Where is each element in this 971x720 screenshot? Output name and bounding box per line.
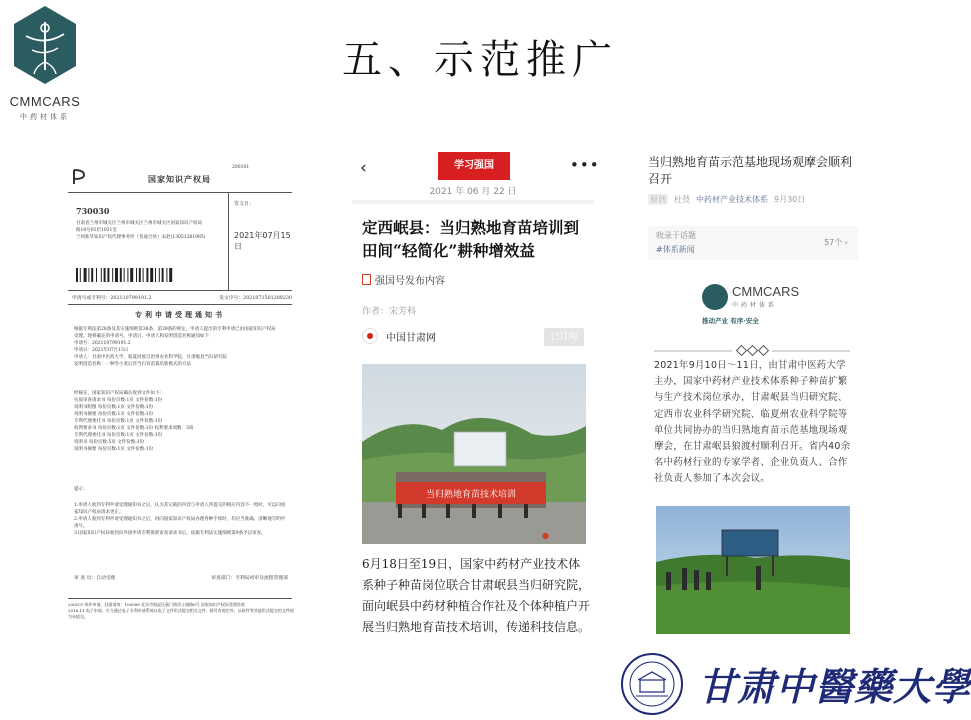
cmmcars-banner-logo: CMMCARS 中药材体系 推动产业 有序·安全 <box>702 284 800 325</box>
recipient-code: 730030 <box>76 206 110 216</box>
post-author: 杜弢 <box>674 195 690 204</box>
account-link[interactable]: 中药材产业技术体系 <box>696 195 768 204</box>
review-row <box>74 574 288 581</box>
university-seal-icon <box>620 652 684 716</box>
divider <box>68 598 292 599</box>
cmmcars-emblem-icon <box>702 284 728 310</box>
training-group-photo <box>362 364 586 544</box>
article-date: 2021 年 06 月 22 日 <box>429 187 517 197</box>
topic-label: 收录于话题 <box>656 231 696 240</box>
ip-office-name: 国家知识产权局 <box>148 174 211 184</box>
more-options-icon[interactable]: ••• <box>570 156 600 174</box>
divider <box>68 192 292 193</box>
notes-list: 1.申请人收到专利申请受理通知书之后，认为其记载的内容与申请人所提交的相应内容不一致时，可以向国家知识产权局请求更正。 2.申请人收到专利申请受理通知书之后，再向国家知识产权局办理各种手续时，均应当准确、清晰地写明申请号。 3.国家知识产权局收到向外国申请专利保密审查请求书后，依据专利法实施细则第9条予以审查。 <box>74 503 286 536</box>
divider-vertical <box>228 192 229 290</box>
review-department: 审查部门：专利局初审及流程管理部 <box>211 576 288 581</box>
doc-footer: 200101 纸件申请，回函请寄：100088 北京市海淀区蓟门桥西土城路6号 国家知识产权局受理处收 2018.11 电子申请，应当通过电子专利申请系统以电子文件形式提交相关文件，除另有规定外，以纸件等其他形式提交的文件视为未提交。 <box>68 602 294 619</box>
logo-subtitle: 中药材体系 <box>20 113 70 121</box>
source-name: 中国甘肃网 <box>386 332 436 344</box>
post-title: 当归熟地育苗示范基地现场观摩会顺利召开 <box>648 155 853 186</box>
document-icon <box>362 274 371 285</box>
divider <box>352 200 594 204</box>
serial-number: 发文序号：2021071501289230 <box>219 296 292 301</box>
logo-name: CMMCARS <box>9 94 81 109</box>
back-arrow-icon[interactable]: ‹ <box>360 158 367 178</box>
application-number: 申请号或专利号：202110799191.2 <box>72 296 152 301</box>
publisher-label: 强国号发布内容 <box>375 276 445 287</box>
post-meta <box>648 194 805 205</box>
recipient-address: 甘肃省兰州市城关区兰州市城关区兰州市城关区国家知识产权局 路18号01层1021室 兰州新华知识产权代理事务所（普通合伙）宋赵(13051281985) <box>76 221 206 240</box>
divider <box>68 304 292 305</box>
news-article <box>352 148 600 638</box>
slogan: 推动产业 有序·安全 <box>702 317 759 325</box>
source-logo-icon <box>362 328 378 344</box>
subscribed-button[interactable]: 已订阅 <box>544 328 584 346</box>
university-logo <box>620 652 971 718</box>
patent-notice-document <box>62 156 298 630</box>
topic-card[interactable] <box>648 226 858 260</box>
field-visit-photo <box>656 506 850 634</box>
photo-watermark-icon: ● <box>542 531 549 540</box>
barcode <box>76 268 196 282</box>
source-account[interactable] <box>362 328 436 344</box>
send-date: 2021年07月15日 <box>234 231 291 251</box>
xuexi-brand-logo: 学习强国 <box>438 152 510 180</box>
doc-code: 200101 <box>232 165 250 170</box>
university-name: 甘肃中醫藥大學 <box>698 664 971 709</box>
article-author: 作者：宋芳科 <box>362 307 417 317</box>
topic-count: 57个 › <box>824 238 848 247</box>
received-files-list: 经核实，国家知识产权局确认收到文件如下： 实质审查请求书 每份页数:1页 文件份数:1份 说明书附图 每份页数:1页 文件份数:1份 说明书摘要 每份页数:1页 文件份数:1份 专利代理委托书 每份页数:1页 文件份数:1份 权利要求书 每份页数:1页 文件份数:1份 权利要求项数：3项 专利代理委托书 每份页数:1页 文件份数:1份 说明书 每份页数:5页 文件份数:1份 说明书摘要 每份页数:1页 文件份数:1份 <box>74 391 194 452</box>
notes-hint: 提示： <box>74 487 88 492</box>
reviewer: 审 查 员：自动受理 <box>74 576 116 581</box>
application-info-row <box>72 294 292 301</box>
notice-title: 专利申请受理通知书 <box>135 310 225 319</box>
article-headline: 定西岷县：当归熟地育苗培训到田间“轻简化”耕种增效益 <box>362 218 580 260</box>
publisher <box>362 272 445 287</box>
article-body: 6月18日至19日，国家中药材产业技术体系种子种苗岗位联合甘肃岷县当归研究院，面向岷县中药材种植合作社及个体种植户开展当归熟地育苗技术培训，传递科技信息。 <box>362 557 591 634</box>
decorative-divider-icon <box>654 346 850 356</box>
slide-title: 五、示范推广 <box>342 37 618 83</box>
ip-office-emblem-icon <box>70 168 88 186</box>
send-date-label: 发文日： <box>234 201 255 207</box>
post-body: 2021年9月10日～11日，由甘肃中医药大学主办，国家中药材产业技术体系种子种苗扩繁与生产技术岗位承办，甘肃岷县当归研究院、定西市农业科学研究院、临夏州农业科学院等单位共同协办的当归熟地育苗示范基地现场观摩会，在甘肃岷县狼渡村顺利召开。省内40余名中药材行业的专家学者、企业负责人、合作社负责人参加了本次会议。 <box>654 360 851 485</box>
divider <box>68 290 292 291</box>
notice-body: 根据专利法第28条及其实施细则第38条、第39条的规定，申请人提出的专利申请已由国家知识产权局 受理。现将确定的申请号、申请日、申请人和发明创造名称通知如下： 申请号：202110799191.2 申请日：2021年07月15日 申请人：甘肃中医药大学，临夏回族自治州农业科学院，甘肃岷县当归研究院 发明创造名称：一种冬小麦后茬当归育苗栽培新模式的方法 <box>74 327 276 367</box>
chevron-right-icon: › <box>844 238 848 247</box>
post-date: 9月30日 <box>774 195 806 204</box>
topic-name: #体系新闻 <box>656 245 695 254</box>
banner-text: 当归熟地育苗技术培训 <box>425 490 517 500</box>
original-tag: 原创 <box>650 195 666 204</box>
wechat-post <box>640 150 862 644</box>
